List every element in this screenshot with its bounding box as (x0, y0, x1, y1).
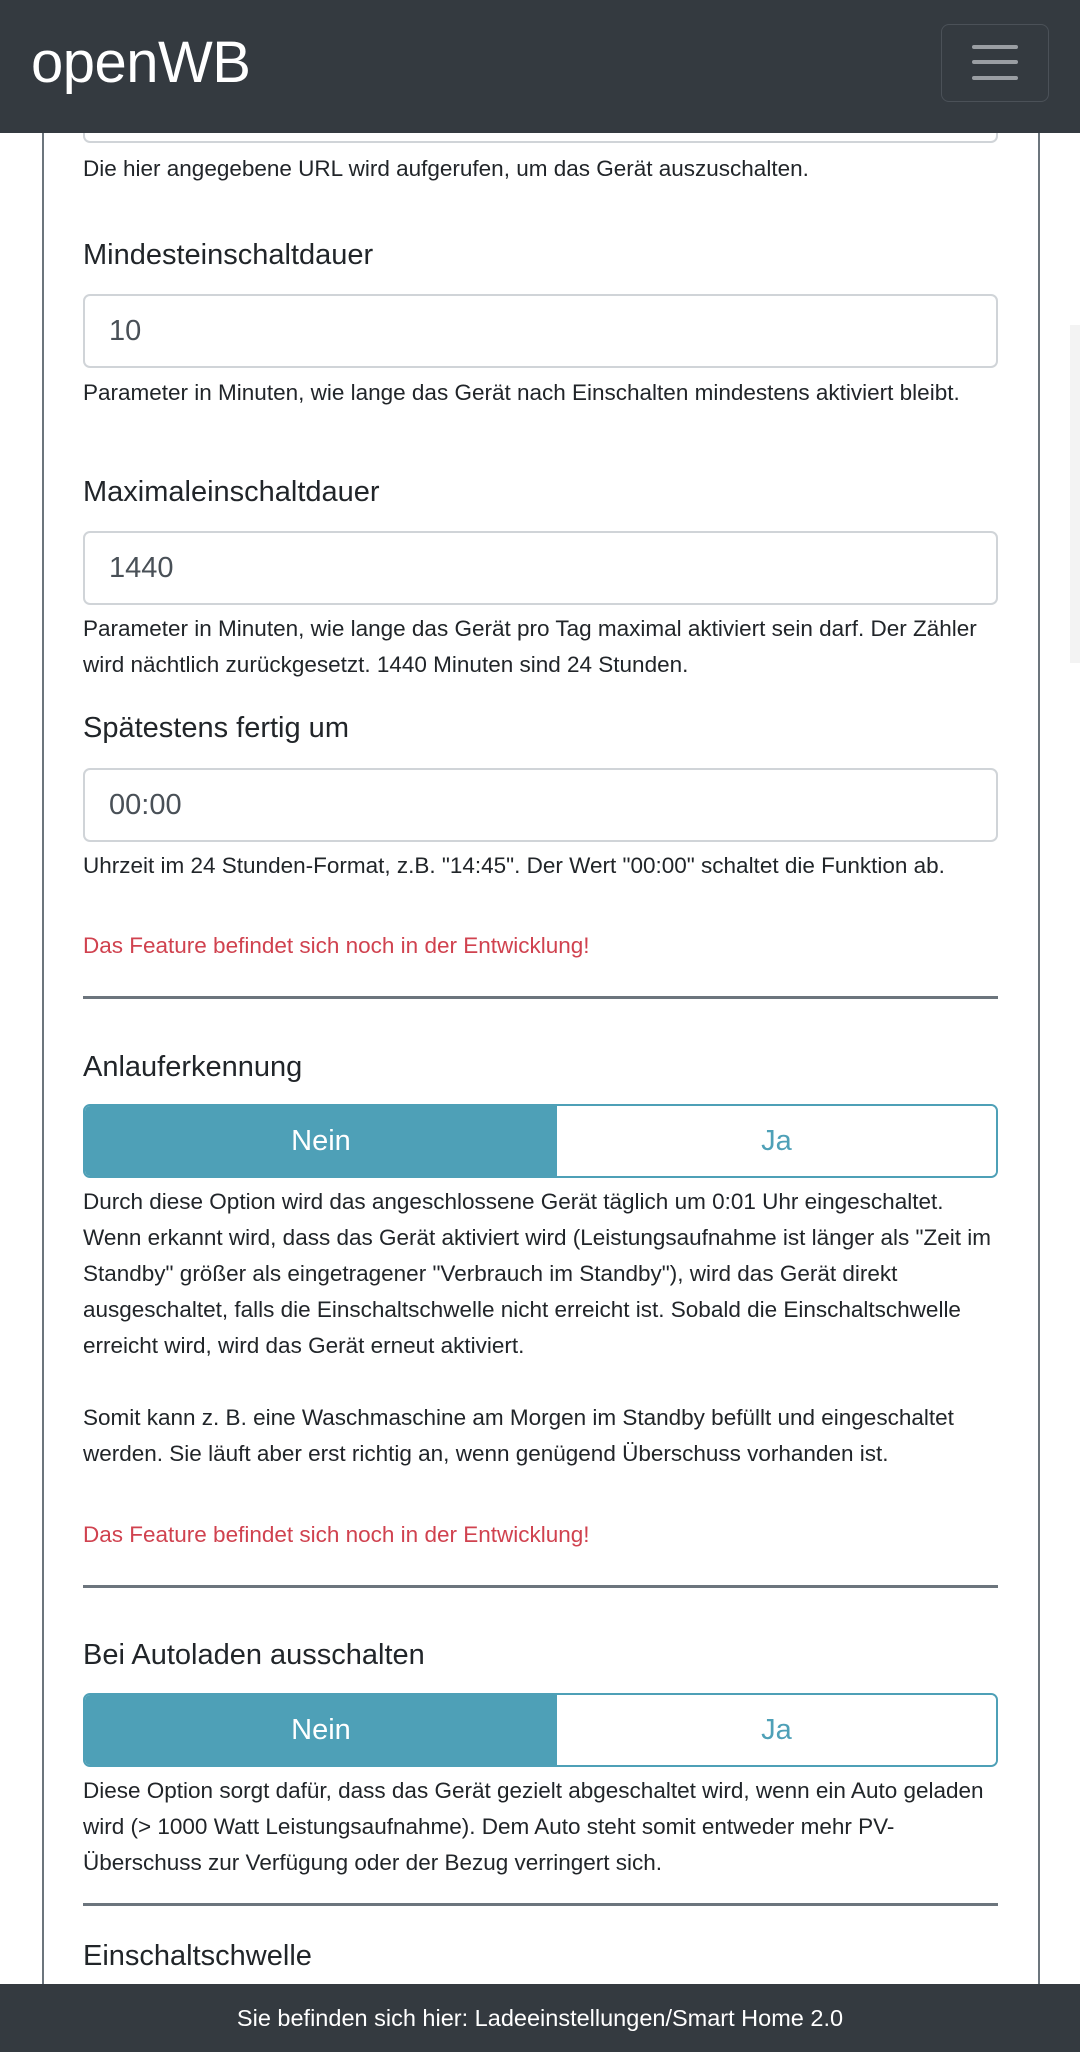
max-duration-label: Maximaleinschaltdauer (83, 476, 380, 508)
startup-detection-label: Anlauferkennung (83, 1051, 303, 1083)
max-duration-help: Parameter in Minuten, wie lange das Gerät pro Tag maximal aktiviert sein darf. Der Zähler wird nächtlich zurückgesetzt. 1440 Minuten sind 24 Stunden. (83, 616, 977, 677)
menu-toggle-button[interactable] (941, 24, 1049, 102)
startup-detection-dev-warning: Das Feature befindet sich noch in der Entwicklung! (83, 1522, 590, 1547)
startup-detection-ja-button[interactable]: Ja (557, 1106, 996, 1176)
scrollbar-track[interactable] (1070, 325, 1080, 663)
hamburger-menu-icon (972, 76, 1018, 80)
off-on-car-charging-label: Bei Autoladen ausschalten (83, 1639, 425, 1671)
off-on-car-charging-ja-button[interactable]: Ja (557, 1695, 996, 1765)
finish-by-input[interactable]: 00:00 (83, 768, 998, 842)
max-duration-input[interactable]: 1440 (83, 531, 998, 605)
hamburger-menu-icon (972, 45, 1018, 49)
section-divider (83, 1585, 998, 1588)
switch-on-threshold-label: Einschaltschwelle (83, 1940, 312, 1972)
min-duration-input[interactable]: 10 (83, 294, 998, 368)
off-on-car-charging-toggle (83, 1693, 998, 1767)
startup-detection-nein-button[interactable]: Nein (85, 1106, 557, 1176)
hamburger-menu-icon (972, 60, 1018, 64)
top-navbar (0, 0, 1080, 133)
off-on-car-charging-nein-button[interactable]: Nein (85, 1695, 557, 1765)
footer-breadcrumb: Sie befinden sich hier: Ladeeinstellungen/Smart Home 2.0 (0, 1984, 1080, 2052)
off-url-help: Die hier angegebene URL wird aufgerufen, um das Gerät auszuschalten. (83, 156, 809, 181)
finish-by-dev-warning: Das Feature befindet sich noch in der Entwicklung! (83, 933, 590, 958)
section-divider (83, 996, 998, 999)
min-duration-help: Parameter in Minuten, wie lange das Gerät nach Einschalten mindestens aktiviert bleibt. (83, 380, 960, 405)
startup-detection-help: Durch diese Option wird das angeschlossene Gerät täglich um 0:01 Uhr eingeschaltet. Wenn erkannt wird, dass das Gerät aktiviert wird (Leistungsaufnahme ist länger als "Zeit im Standby" größer als eingetragener "Verbrauch im Standby"), wird das Gerät direkt ausgeschaltet, falls die Einschaltschwelle nicht erreicht ist. Sobald die Einschaltschwelle erreicht wird, wird das Gerät erneut aktiviert. (83, 1189, 991, 1358)
brand-logo[interactable]: openWB (31, 30, 251, 95)
startup-detection-toggle (83, 1104, 998, 1178)
section-divider (83, 1903, 998, 1906)
finish-by-label: Spätestens fertig um (83, 712, 349, 744)
startup-detection-help-example: Somit kann z. B. eine Waschmaschine am Morgen im Standby befüllt und eingeschaltet werden. Sie läuft aber erst richtig an, wenn genügend Überschuss vorhanden ist. (83, 1405, 954, 1466)
finish-by-help: Uhrzeit im 24 Stunden-Format, z.B. "14:45". Der Wert "00:00" schaltet die Funktion ab. (83, 853, 945, 878)
min-duration-label: Mindesteinschaltdauer (83, 239, 374, 271)
off-on-car-charging-help: Diese Option sorgt dafür, dass das Gerät gezielt abgeschaltet wird, wenn ein Auto geladen wird (> 1000 Watt Leistungsaufnahme). Dem Auto steht somit entweder mehr PV-Überschuss zur Verfügung oder der Bezug verringert sich. (83, 1778, 984, 1875)
